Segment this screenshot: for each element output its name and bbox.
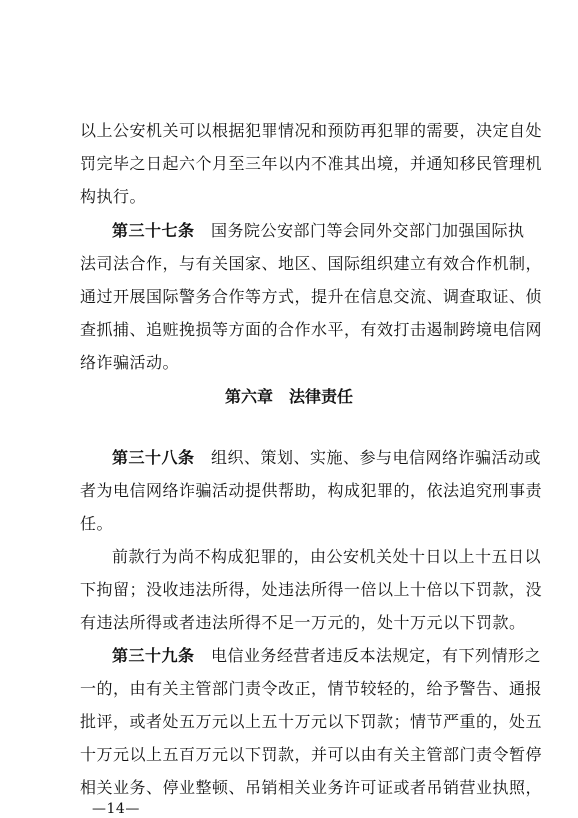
article-38-label: 第三十八条: [112, 448, 195, 467]
text-line: 查抓捕、追赃挽损等方面的合作水平，有效打击遏制跨境电信网: [80, 320, 543, 339]
text-line: 相关业务、停业整顿、吊销相关业务许可证或者吊销营业执照，: [80, 778, 543, 797]
chapter-title: 第六章 法律责任: [224, 387, 353, 406]
article-39-label: 第三十九条: [112, 646, 195, 665]
text-line: 罚完毕之日起六个月至三年以内不准其出境，并通知移民管理机: [80, 154, 543, 173]
text-line: 下拘留；没收违法所得，处违法所得一倍以上十倍以下罚款，没: [80, 580, 543, 599]
article-37-text: 国务院公安部门等会同外交部门加强国际执: [194, 221, 525, 240]
text-line: 任。: [80, 514, 114, 533]
article-37-first-line: [112, 221, 525, 241]
text-line: 十万元以上五百万元以下罚款，并可以由有关主管部门责令暂停: [80, 745, 543, 764]
text-line: 通过开展国际警务合作等方式，提升在信息交流、调查取证、侦: [80, 287, 543, 306]
text-line: 一的，由有关主管部门责令改正，情节较轻的，给予警告、通报: [80, 679, 543, 698]
text-line: 批评，或者处五万元以上五十万元以下罚款；情节严重的，处五: [80, 712, 543, 731]
article-39-text: 电信业务经营者违反本法规定，有下列情形之: [194, 646, 542, 665]
text-line: 者为电信网络诈骗活动提供帮助，构成犯罪的，依法追究刑事责: [80, 481, 543, 500]
page-number: —14—: [92, 801, 140, 817]
article-38-text: 组织、策划、实施、参与电信网络诈骗活动或: [194, 448, 542, 467]
text-line: 络诈骗活动。: [80, 353, 180, 372]
text-line: 法司法合作，与有关国家、地区、国际组织建立有效合作机制，: [80, 254, 543, 273]
article-39-first-line: [112, 646, 542, 666]
article-38-first-line: [112, 448, 542, 468]
text-line: 有违法所得或者违法所得不足一万元的，处十万元以下罚款。: [80, 613, 526, 632]
text-line: 以上公安机关可以根据犯罪情况和预防再犯罪的需要，决定自处: [80, 121, 543, 140]
text-line: 前款行为尚不构成犯罪的，由公安机关处十日以上十五日以: [112, 547, 542, 566]
article-37-label: 第三十七条: [112, 221, 195, 240]
text-line: 构执行。: [80, 187, 147, 206]
